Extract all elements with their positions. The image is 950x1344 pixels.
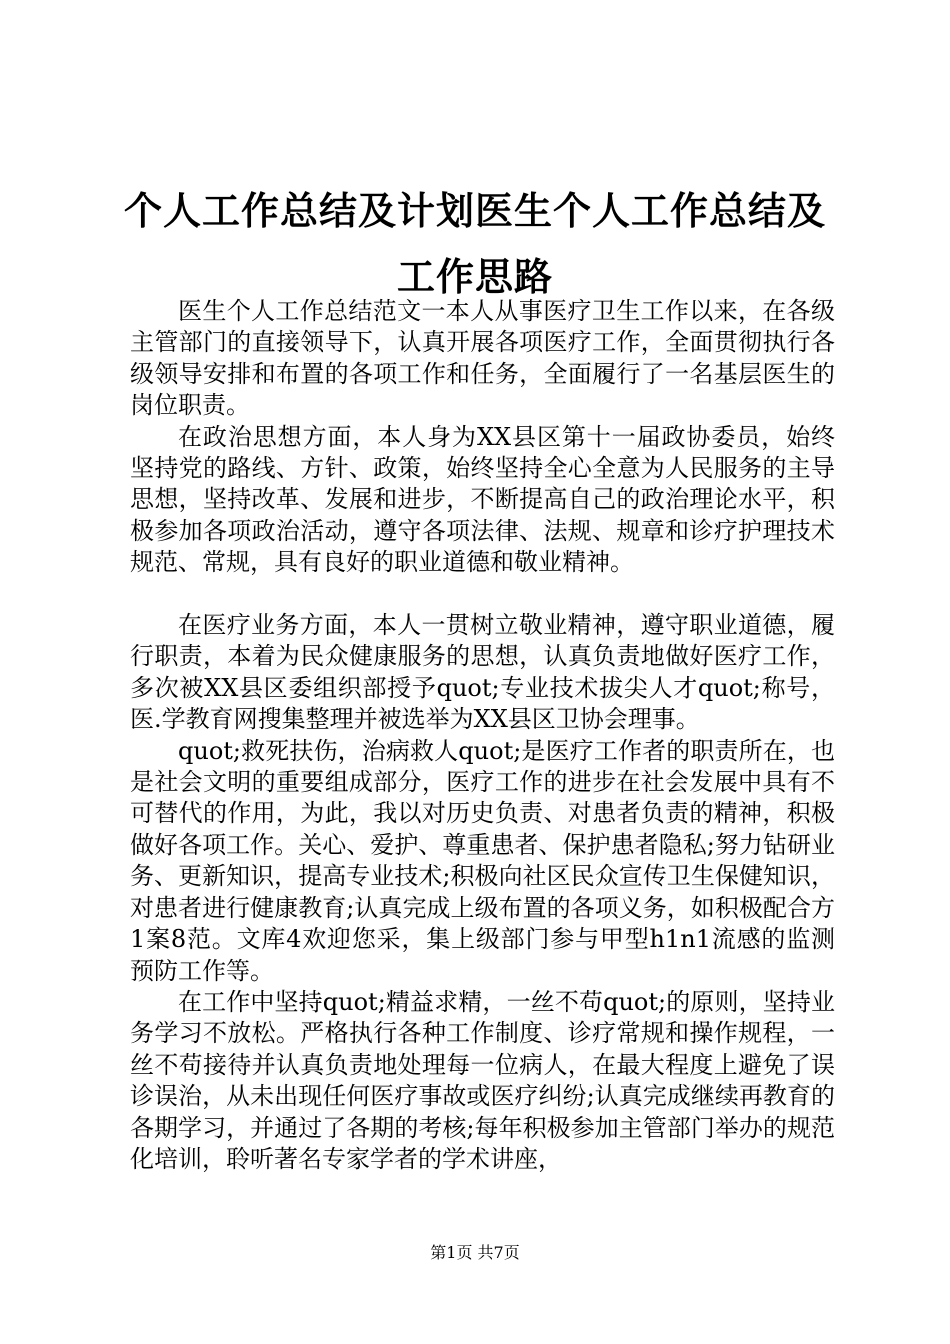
page-footer: 第1页 共7页 [430, 1243, 520, 1262]
document-body [130, 296, 835, 1175]
paragraph-principles: 在工作中坚持quot;精益求精，一丝不苟quot;的原则，坚持业务学习不放松。严格执行各种工作制度、诊疗常规和操作规程，一丝不苟接待并认真负责地处理每一位病人，在最大程度上避免了误诊误治，从未出现任何医疗事故或医疗纠纷;认真完成继续再教育的各期学习，并通过了各期的考核;每年积极参加主管部门举办的规范化培训，聆听著名专家学者的学术讲座， [130, 987, 835, 1173]
paragraph-political: 在政治思想方面，本人身为XX县区第十一届政协委员，始终坚持党的路线、方针、政策，始终坚持全心全意为人民服务的主导思想，坚持改革、发展和进步，不断提高自己的政治理论水平，积极参加各项政治活动，遵守各项法律、法规、规章和诊疗护理技术规范、常规，具有良好的职业道德和敬业精神。 [130, 422, 835, 577]
paragraph-medical-work: 在医疗业务方面，本人一贯树立敬业精神，遵守职业道德，履行职责，本着为民众健康服务的思想，认真负责地做好医疗工作，多次被XX县区委组织部授予quot;专业技术拔尖人才quot;称号，医.学教育网搜集整理并被选举为XX县区卫协会理事。 [130, 611, 835, 734]
paragraph-duty: quot;救死扶伤，治病救人quot;是医疗工作者的职责所在，也是社会文明的重要组成部分，医疗工作的进步在社会发展中具有不可替代的作用，为此，我以对历史负责、对患者负责的精神，积极做好各项工作。关心、爱护、尊重患者、保护患者隐私;努力钻研业务、更新知识，提高专业技术;积极向社区民众宣传卫生保健知识，对患者进行健康教育;认真完成上级布置的各项义务，如积极配合方1案8范。文库4欢迎您采，集上级部门参与甲型h1n1流感的监测预防工作等。 [130, 736, 835, 985]
document-title: 个人工作总结及计划医生个人工作总结及工作思路 [123, 189, 826, 299]
paragraph-intro: 医生个人工作总结范文一本人从事医疗卫生工作以来，在各级主管部门的直接领导下，认真开展各项医疗工作，全面贯彻执行各级领导安排和布置的各项工作和任务，全面履行了一名基层医生的岗位职责。 [130, 297, 835, 420]
